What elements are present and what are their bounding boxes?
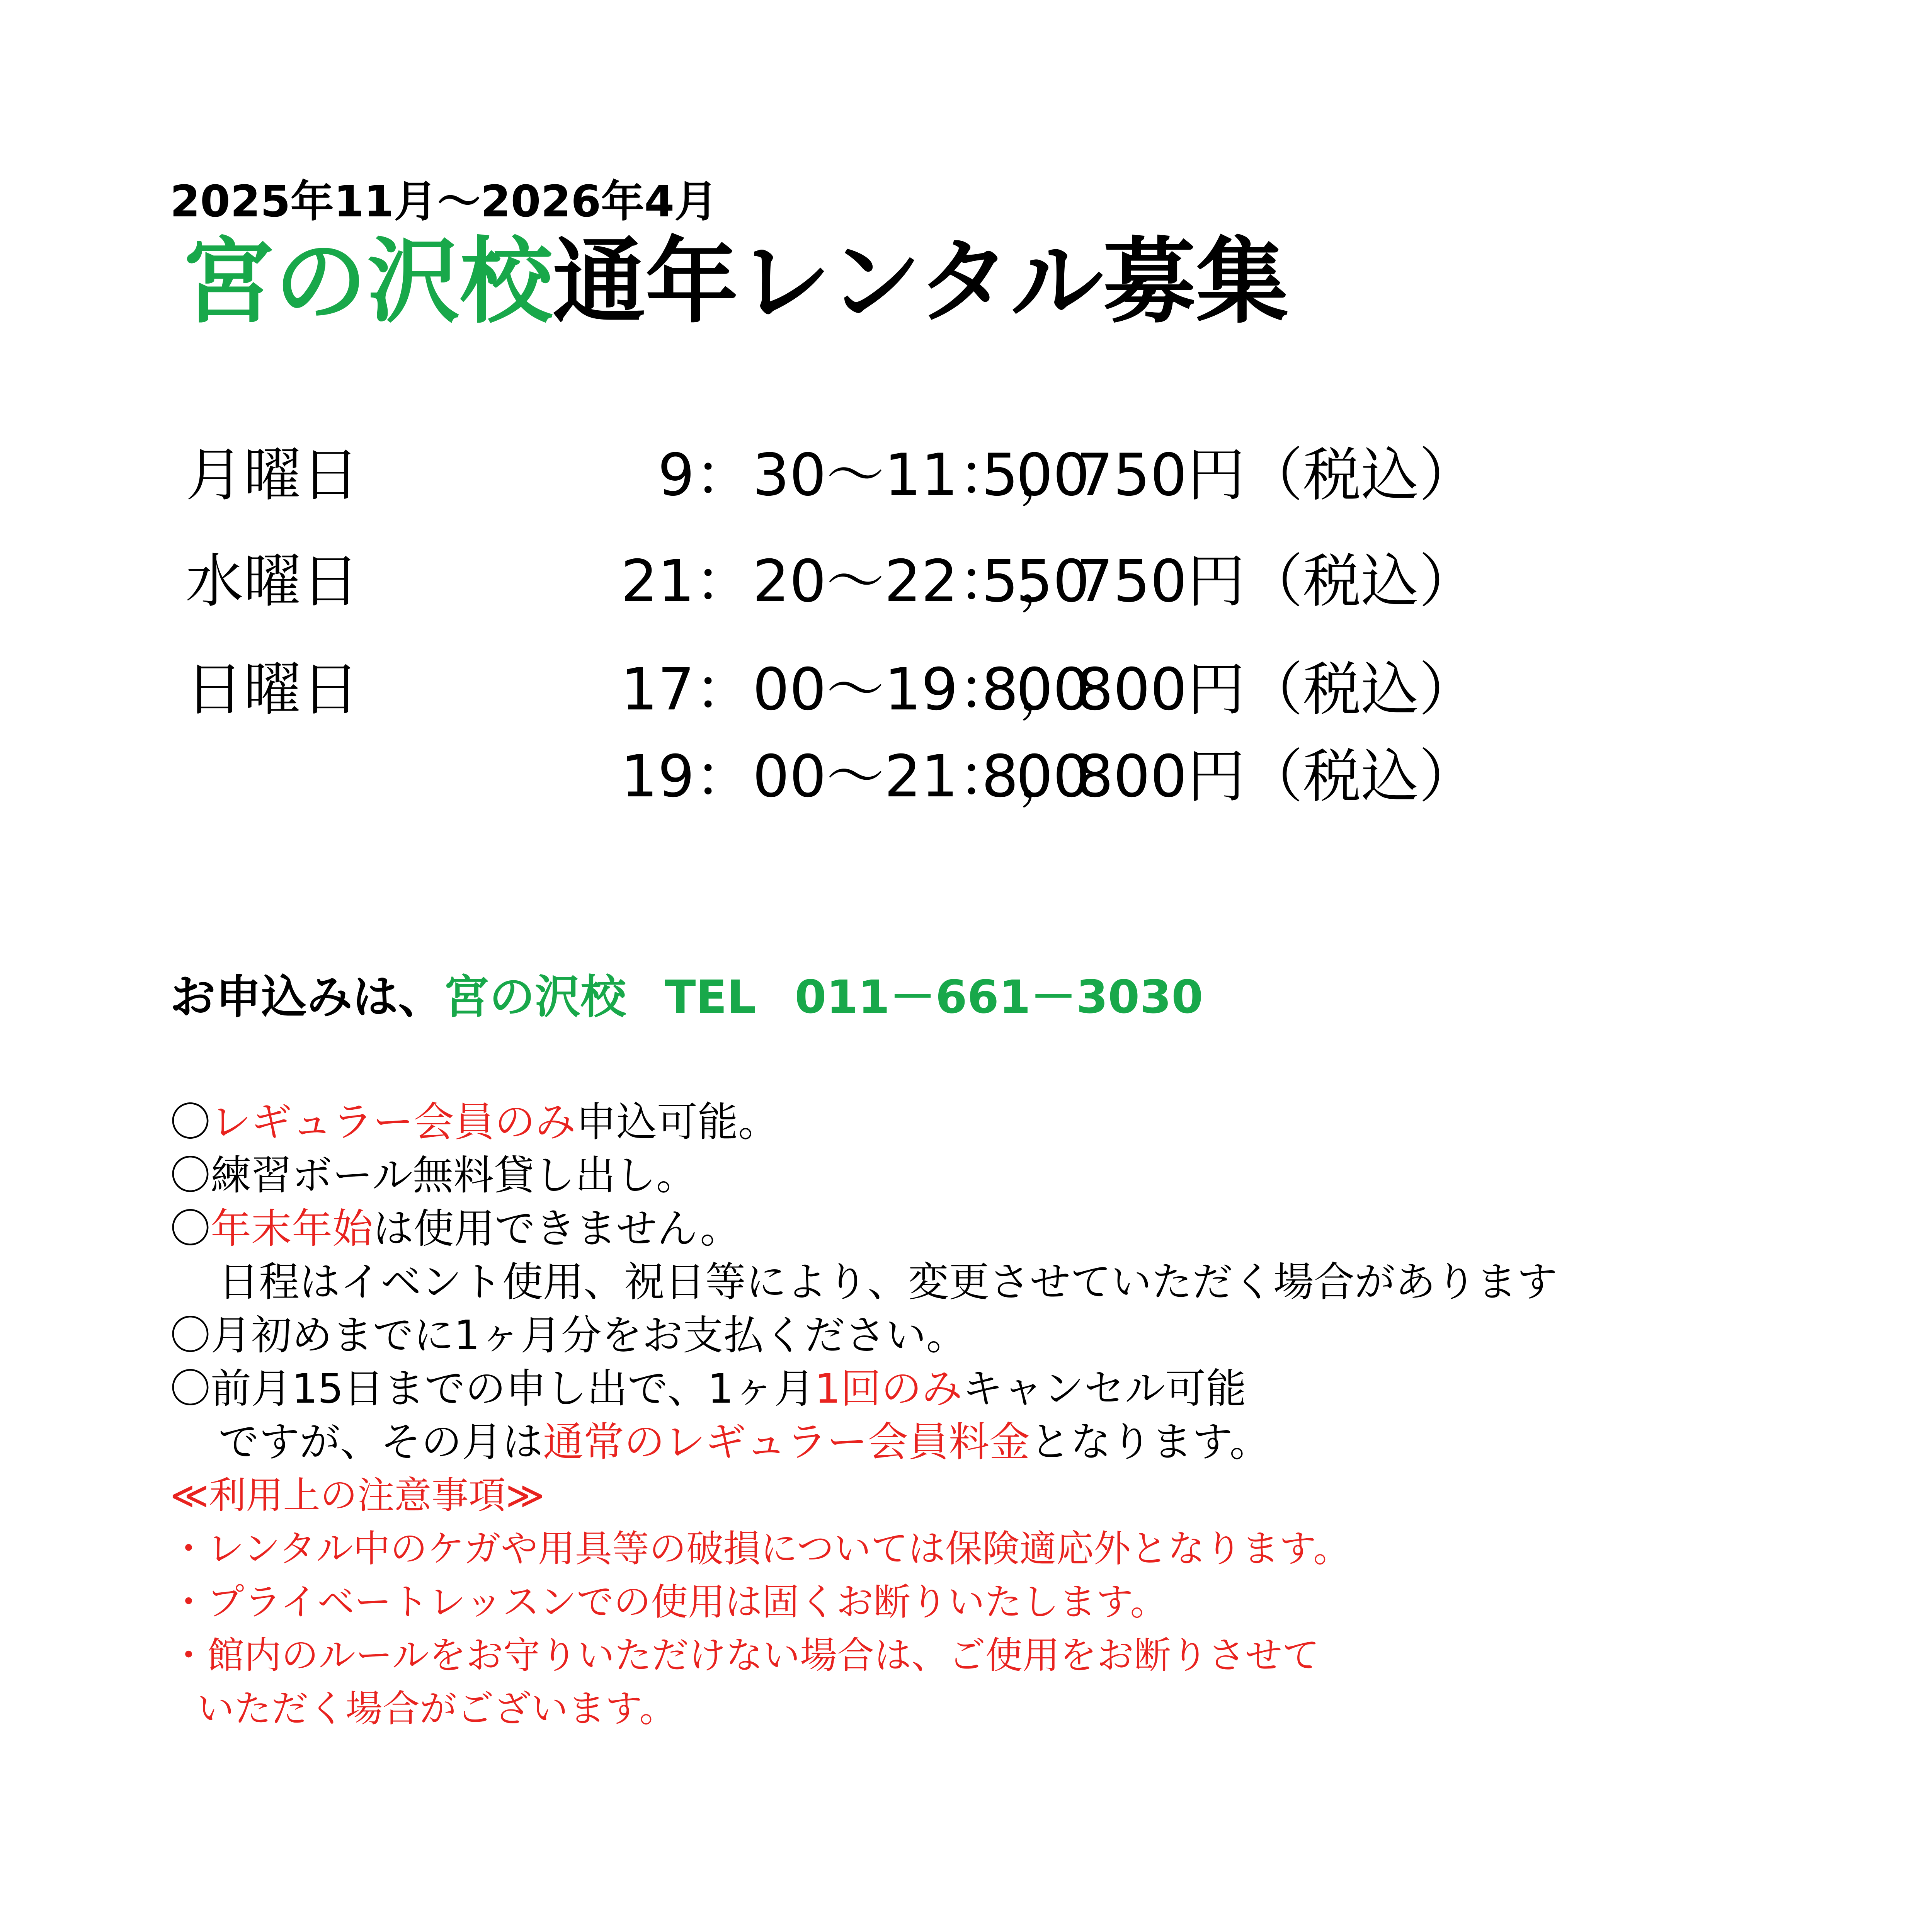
apply-tel-label: TEL [665,970,756,1024]
schedule-price: 5，750円（税込） [982,548,1477,615]
caution-item: ・プライベートレッスンでの使用は固くお断りいたします。 [170,1580,1167,1624]
note-line [170,1362,1557,1415]
note-text: は使用できません。 [373,1205,741,1252]
apply-tel-number: 011－661－3030 [795,970,1203,1024]
note-text: 〇前月15日までの申し出で、1ヶ月 [170,1365,815,1412]
note-text: ですが、その月は [218,1418,543,1466]
schedule-day: 日曜日 [185,656,360,723]
circle-mark: 〇 [170,1205,211,1252]
schedule-price: 8，800円（税込） [982,656,1477,723]
page-title [182,226,1288,337]
title-school-name: 宮の沢校 [182,228,553,336]
caution-item-continuation: いただく場合がございます。 [197,1687,677,1730]
schedule-time: 21：20～22：50 [621,548,1090,615]
note-line [170,1415,1557,1469]
note-emphasis: 通常のレギュラー会員料金 [543,1418,1030,1466]
note-text: となります。 [1030,1418,1270,1466]
note-text: キャンセル可能 [962,1365,1247,1412]
note-line [170,1202,1557,1255]
schedule-time: 17：00～19：00 [621,656,1090,723]
schedule-price: 5，750円（税込） [982,442,1477,509]
note-line: 〇月初めまでに1ヶ月分をお支払ください。 [170,1312,967,1359]
schedule-price: 8，800円（税込） [982,743,1477,810]
notes-section [170,1095,1557,1735]
circle-mark: 〇 [170,1099,211,1146]
note-emphasis: 年末年始 [211,1205,373,1252]
rental-period: 2025年11月～2026年4月 [170,177,718,227]
title-rest: 通年レンタル募集 [553,228,1289,336]
apply-school-name: 宮の沢校 [444,970,626,1024]
note-text: 申込可能。 [576,1099,779,1146]
apply-prefix: お申込みは、 [170,970,444,1024]
note-line [170,1095,1557,1149]
note-line: 日程はイベント使用、祝日等により、変更させていただく場合があります [218,1259,1558,1306]
caution-heading: ≪利用上の注意事項≫ [170,1474,545,1517]
schedule-day: 月曜日 [185,442,360,509]
note-line: 〇練習ボール無料貸し出し。 [170,1152,697,1199]
caution-item: ・館内のルールをお守りいただけない場合は、ご使用をお断りさせて [170,1634,1320,1677]
application-contact [170,970,1203,1025]
schedule-time: 9：30～11：00 [657,442,1090,509]
caution-item: ・レンタル中のケガや用具等の破損については保険適応外となります。 [170,1527,1351,1570]
note-emphasis: レギュラー会員のみ [211,1099,576,1146]
schedule-day: 水曜日 [185,548,360,615]
note-emphasis: 1回のみ [815,1365,963,1412]
schedule-time: 19：00～21：00 [621,743,1090,810]
